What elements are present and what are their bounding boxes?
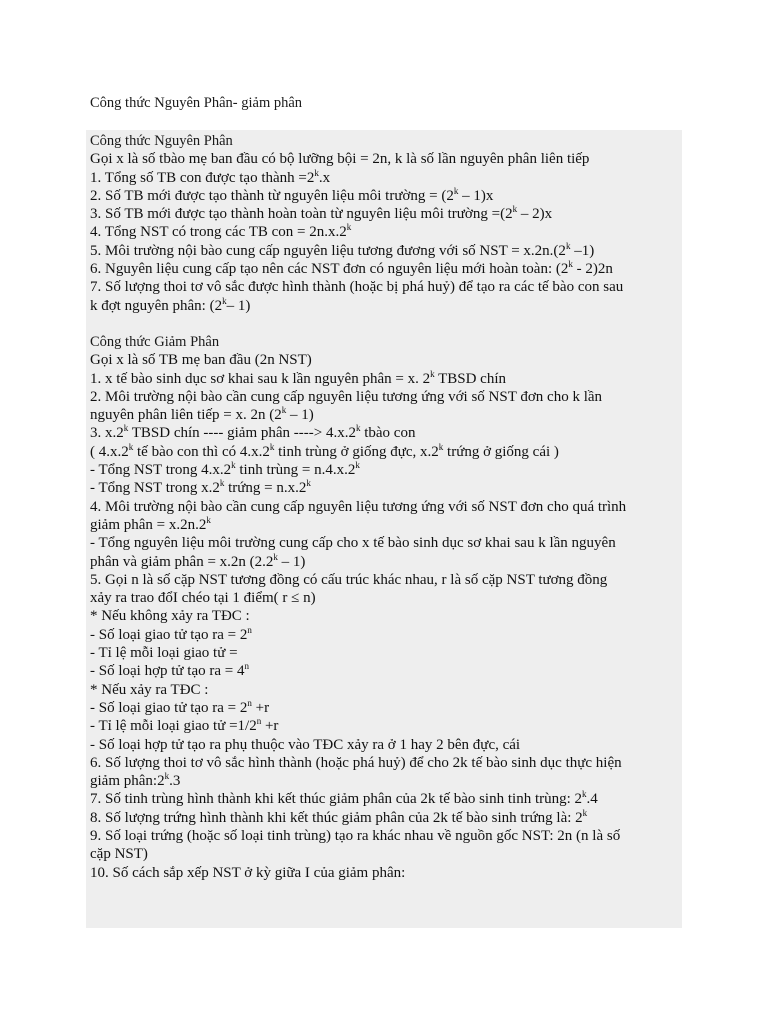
superscript: k — [453, 185, 459, 196]
text-line: 5. Môi trường nội bào cung cấp nguyên liệu tương đương với số NST = $x.2n.(2^k$ –1) — [90, 240, 595, 259]
superscript: k — [306, 478, 311, 489]
superscript: k — [565, 240, 571, 251]
text-line: - Tỉ lệ mỗi loại giao tử $=1/2^n +r$ — [90, 716, 279, 735]
section-heading: Công thức Giảm Phân — [90, 333, 220, 350]
text-line: - Tỉ lệ mỗi loại giao tử = — [90, 645, 238, 662]
text-line: - Tổng nguyên liệu môi trường cung cấp cho x tế bào sinh dục sơ khai sau k lần nguyên — [90, 535, 616, 552]
superscript: k — [355, 460, 360, 471]
superscript: k — [568, 259, 573, 270]
text-line: 8. Số lượng trứng hình thành khi kết thúc giảm phân của 2k tế bào sinh trứng là: 2$^k$ — [90, 807, 588, 826]
superscript: k — [438, 441, 444, 452]
text-line: ( 4.x.2$^k$ tế bào con thì có 4.x.2$^k$ tinh trùng ở giống đực, x.2$^k$ trứng ở giống cái ) — [90, 441, 559, 460]
section-spacer — [90, 315, 680, 333]
text-line: Gọi x là số TB mẹ ban đầu (2n NST) — [90, 352, 312, 369]
text-line: giảm phân:2$^k$.3 — [90, 771, 181, 790]
text-line: 4. Tổng NST có trong các TB con = $2n.x.2^k$ — [90, 222, 352, 241]
superscript: n — [247, 624, 252, 635]
text-line: k đợt nguyên phân: (2$^k$– 1) — [90, 295, 251, 314]
text-line: 5. Gọi n là số cặp NST tương đồng có cấu trúc khác nhau, r là số cặp NST tương đồng — [90, 571, 608, 588]
superscript: k — [231, 460, 236, 471]
text-line: 6. Số lượng thoi tơ vô sắc hình thành (hoặc phá huỷ) để cho 2k tế bào sinh dục thực hiện — [90, 754, 622, 771]
superscript: k — [128, 441, 134, 452]
text-line: cặp NST) — [90, 846, 148, 863]
text-line: xảy ra trao đổI chéo tại 1 điểm( r ≤ n) — [90, 590, 316, 607]
superscript: k — [219, 478, 225, 489]
superscript: k — [582, 789, 587, 800]
text-line: - Số loại giao tử tạo ra = $2^n$ — [90, 624, 252, 643]
text-line: * Nếu không xảy ra TĐC : — [90, 608, 250, 625]
text-line: 7. Số tinh trùng hình thành khi kết thúc giảm phân của 2k tế bào sinh tinh trùng: 2$^k$.4 — [90, 789, 598, 808]
superscript: n — [256, 716, 262, 727]
superscript: k — [314, 167, 319, 178]
text-line: * Nếu xảy ra TĐC : — [90, 681, 209, 698]
superscript: k — [512, 204, 518, 215]
text-line: 1. Tổng số TB con được tạo thành $=2^k.x$ — [90, 167, 331, 186]
text-line: 10. Số cách sắp xếp NST ở kỳ giữa I của giảm phân: — [90, 864, 406, 881]
text-line: - Tổng NST trong 4.x.2$^k$ tinh trùng = $n.4.x.2^k$ — [90, 460, 360, 479]
superscript: n — [244, 661, 249, 672]
superscript: k — [582, 807, 588, 818]
text-line: - Tổng NST trong x.2$^k$ trứng = $n.x.2^k$ — [90, 478, 311, 497]
document-title: Công thức Nguyên Phân- giảm phân — [90, 95, 303, 111]
superscript: k — [346, 222, 352, 233]
text-line: 3. Số TB mới được tạo thành hoàn toàn từ nguyên liệu môi trường $=(2^k - 2)x$ — [90, 204, 553, 223]
text-line: 1. x tế bào sinh dục sơ khai sau k lần nguyên phân = x. 2$^k$ TBSD chín — [90, 368, 506, 387]
text-line: 6. Nguyên liệu cung cấp tạo nên các NST đơn có nguyên liệu mới hoàn toàn: (2$^k$ - 2)2n — [90, 259, 613, 278]
superscript: k — [269, 441, 275, 452]
text-line: 2. Số TB mới được tạo thành từ nguyên liệu môi trường = $(2^k - 1)x$ — [90, 185, 494, 204]
section-heading: Công thức Nguyên Phân — [90, 133, 233, 149]
text-line: Gọi x là số tbào mẹ ban đầu có bộ lưỡng bội = 2n, k là số lần nguyên phân liên tiếp — [90, 151, 590, 168]
superscript: k — [273, 551, 278, 562]
text-line: 4. Môi trường nội bào cần cung cấp nguyên liệu tương ứng với số NST đơn cho quá trình — [90, 498, 627, 515]
superscript: n — [247, 697, 252, 708]
superscript: k — [206, 514, 211, 525]
text-line: 2. Môi trường nội bào cần cung cấp nguyên liệu tương ứng với số NST đơn cho k lần — [90, 388, 603, 405]
text-line: - Số loại giao tử tạo ra = $2^n +r$ — [90, 697, 270, 716]
text-line: giảm phân = $x.2n.2^k$ — [90, 514, 211, 533]
document-body — [90, 132, 680, 882]
text-line: - Số loại hợp tử tạo ra phụ thuộc vào TĐC xảy ra ở 1 hay 2 bên đực, cái — [90, 736, 521, 753]
text-line: phân và giảm phân = x.2n (2.2$^k$ – 1) — [90, 551, 306, 570]
superscript: k — [430, 368, 435, 379]
superscript: k — [355, 423, 361, 434]
superscript: k — [222, 295, 227, 306]
text-line: 9. Số loại trứng (hoặc số loại tinh trùng) tạo ra khác nhau về nguồn gốc NST: 2n (n là số — [90, 827, 621, 844]
superscript: k — [123, 423, 129, 434]
superscript: k — [164, 771, 170, 782]
text-line: - Số loại hợp tử tạo ra = $4^n$ — [90, 661, 249, 680]
text-line: 7. Số lượng thoi tơ vô sắc được hình thành (hoặc bị phá huỷ) để tạo ra các tế bào con sau — [90, 279, 624, 296]
superscript: k — [281, 405, 287, 416]
text-line: 3. x.2$^k$ TBSD chín ---- giảm phân ----> $4.x.2^k$ tbào con — [90, 423, 416, 442]
text-line: nguyên phân liên tiếp = x. 2n (2$^k$ – 1) — [90, 405, 314, 424]
